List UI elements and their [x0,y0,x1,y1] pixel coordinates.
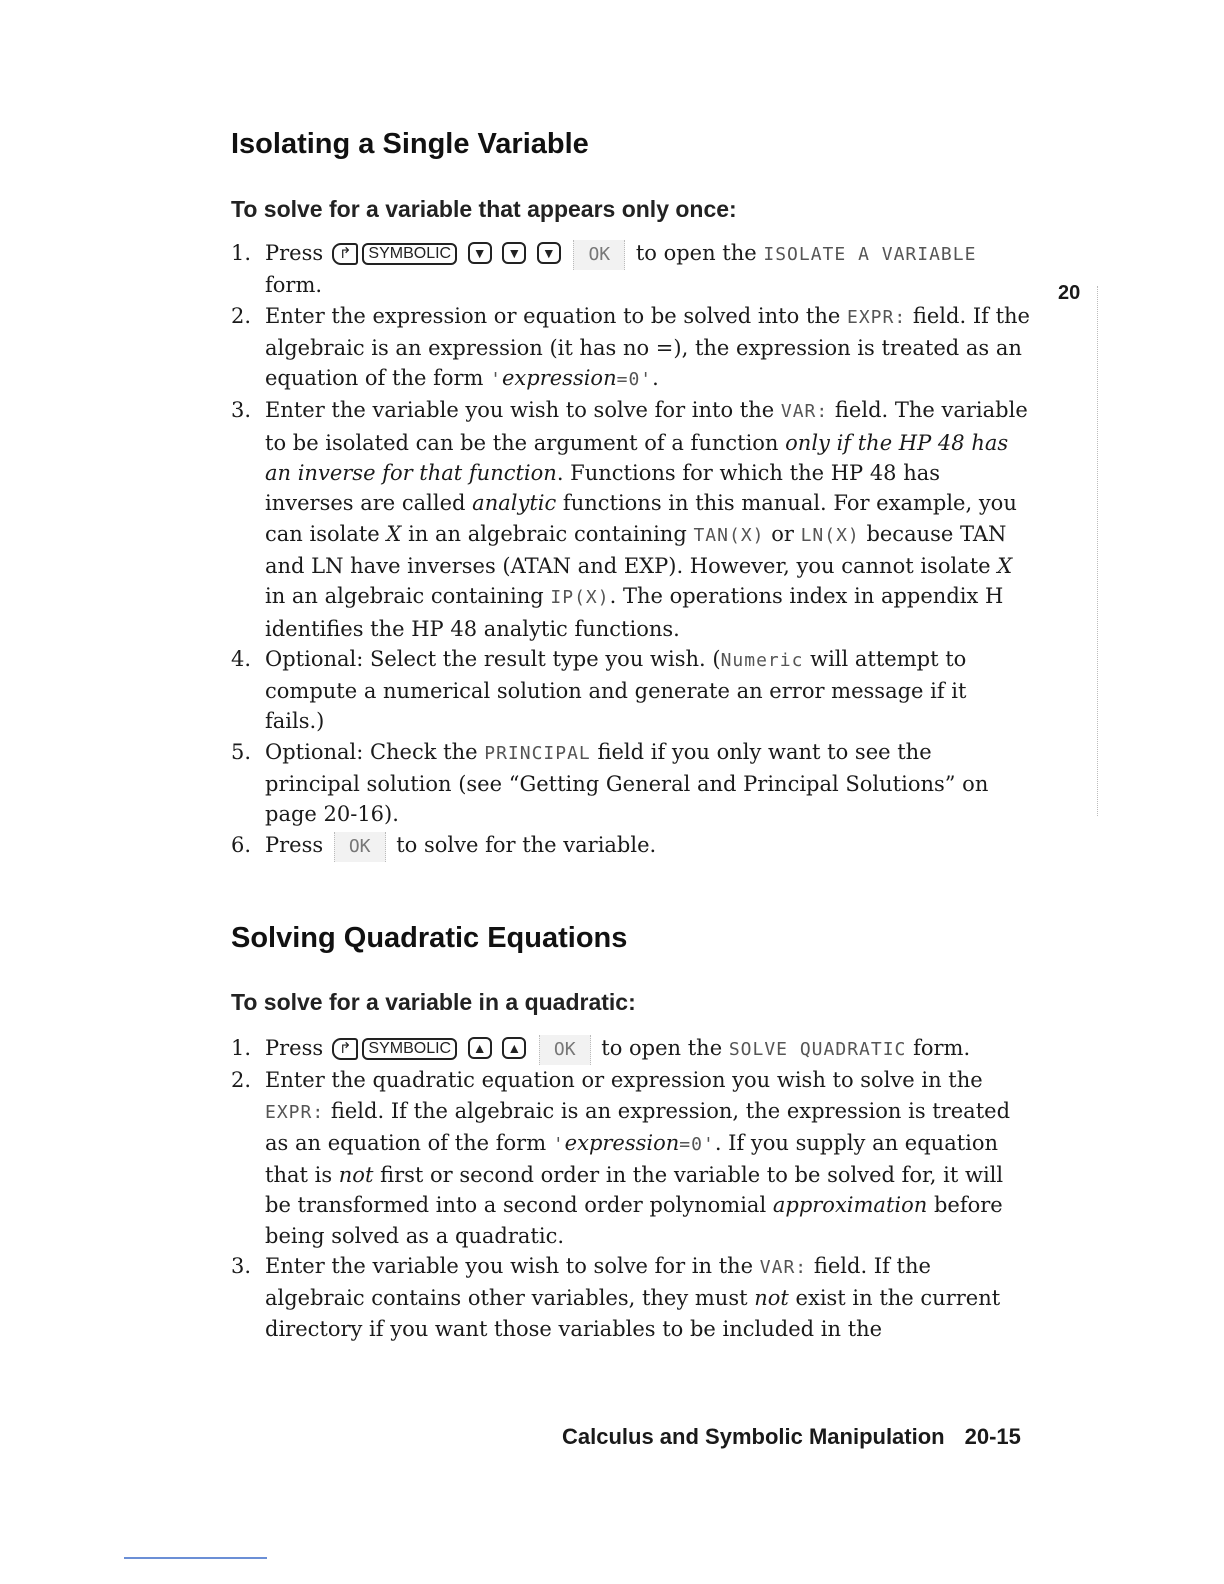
var-field-name: VAR: [759,1257,808,1279]
up-arrow-key: ▲ [502,1037,526,1059]
ok-softkey: OK [573,240,625,270]
right-shift-key: ↱ [332,243,359,265]
down-arrow-key: ▼ [468,242,492,264]
section-title-isolating: Isolating a Single Variable [231,128,589,160]
quadratic-steps-list [231,1033,1031,1344]
list-item: 2. Enter the quadratic equation or expression you wish to solve in the EXPR: field. If the algebraic is an expression, the expression is treated as an equation of the form 'expression=0'. If you supply an equation that is not first or second order in the variable to be solved for, it will be transformed into a second order polynomial approximation before being solved as a quadratic. [231,1068,1011,1248]
numeric-option: Numeric [720,649,804,671]
principal-field-name: PRINCIPAL [484,742,591,764]
page-footer [562,1424,1021,1450]
down-arrow-key: ▼ [537,242,561,264]
function-name: IP(X) [550,587,610,609]
footer-chapter-title: Calculus and Symbolic Manipulation [562,1424,945,1449]
procedure-heading-isolating: To solve for a variable that appears only once: [231,196,737,222]
symbolic-key: SYMBOLIC [362,1038,457,1060]
ok-softkey: OK [334,832,386,862]
symbolic-key: SYMBOLIC [362,243,457,265]
list-item: 5. Optional: Check the PRINCIPAL field if you only want to see the principal solution (see “Getting General and Principal Solutions” on page 20-16). [231,739,989,827]
page-number: 20-15 [964,1424,1021,1449]
section-title-quadratic: Solving Quadratic Equations [231,922,628,954]
quadratic-form-name: SOLVE QUADRATIC [728,1039,907,1060]
expr-field-name: EXPR: [847,306,907,328]
procedure-heading-quadratic: To solve for a variable in a quadratic: [231,989,636,1015]
up-arrow-key: ▲ [468,1037,492,1059]
list-item: 4. Optional: Select the result type you wish. (Numeric will attempt to compute a numerical solution and generate an error message if it fails.) [231,646,967,734]
down-arrow-key: ▼ [502,242,526,264]
chapter-tab-rule [1097,286,1098,816]
expr-field-name: EXPR: [265,1101,325,1123]
function-name: TAN(X) [693,524,765,546]
list-item: 1. Press ↱ SYMBOLIC ▼ ▼ ▼ OK to open the ISOLATE A VARIABLE form. [231,241,977,298]
isolate-steps-list [231,238,1031,862]
list-item: 2. Enter the expression or equation to be solved into the EXPR: field. If the algebraic is an expression (it has no =), the expression is treated as an equation of the form 'expression=0'. [231,303,1030,391]
footer-rule [124,1557,267,1559]
list-item: 1. Press ↱ SYMBOLIC ▲ ▲ OK to open the SOLVE QUADRATIC form. [231,1033,1031,1065]
list-item: 3. Enter the variable you wish to solve for in the VAR: field. If the algebraic contains other variables, they must not exist in the current directory if you want those variables to be included in the [231,1254,1001,1341]
isolate-form-name: ISOLATE A VARIABLE [763,244,977,265]
var-field-name: VAR: [780,401,829,423]
list-item: 3. Enter the variable you wish to solve for into the VAR: field. The variable to be isolated can be the argument of a function only if the HP 48 has an inverse for that function. Functions for which the HP 48 has inverses are called analytic functions in this manual. For example, you can isolate X in an algebraic containing TAN(X) or LN(X) because TAN and LN have inverses (ATAN and EXP). However, you cannot isolate X in an algebraic containing IP(X). The operations index in appendix H identifies the HP 48 analytic functions. [231,398,1028,641]
function-name: LN(X) [800,524,860,546]
list-item: 6. Press OK to solve for the variable. [231,830,1031,862]
ok-softkey: OK [539,1035,591,1065]
chapter-tab: 20 [1058,282,1081,304]
right-shift-key: ↱ [332,1038,359,1060]
